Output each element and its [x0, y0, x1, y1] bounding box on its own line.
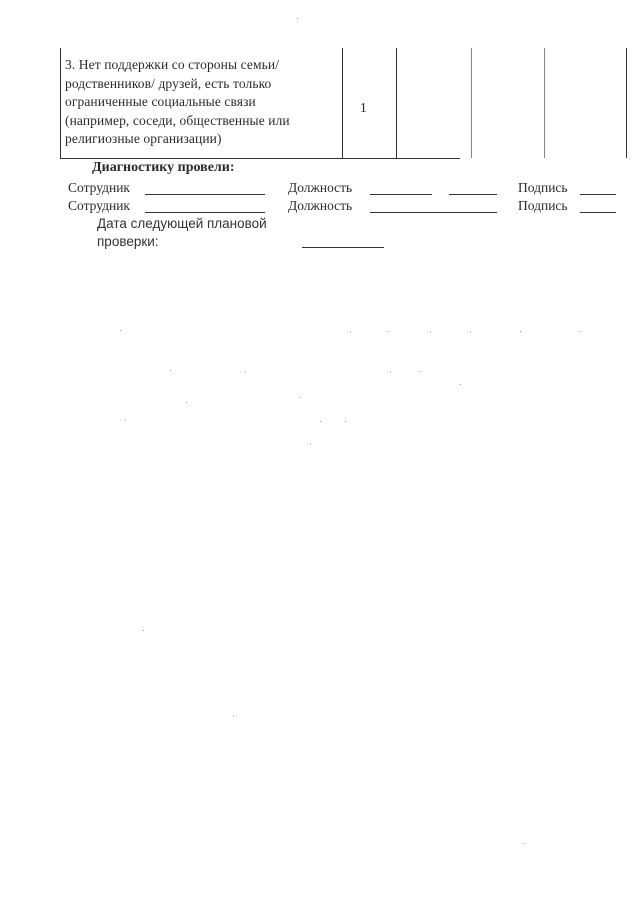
employee-blank[interactable]	[145, 194, 265, 195]
position-label: Должность	[288, 180, 353, 195]
table-row-description	[65, 56, 337, 149]
scan-speck	[580, 331, 581, 332]
scan-speck	[170, 370, 171, 371]
scan-speck	[300, 397, 301, 398]
signature-blank[interactable]	[580, 194, 616, 195]
position-label: Должность	[288, 198, 353, 213]
scan-speck	[186, 402, 187, 403]
scan-speck	[125, 420, 126, 421]
employee-blank[interactable]	[145, 212, 265, 213]
scan-speck	[297, 18, 298, 19]
scan-speck	[120, 330, 121, 331]
next-check-date-blank[interactable]	[302, 247, 384, 248]
table-divider-1	[342, 48, 343, 158]
position-blank[interactable]	[370, 212, 497, 213]
table-divider-3	[471, 48, 472, 158]
table-border-left	[60, 48, 61, 158]
scan-speck	[233, 715, 234, 716]
table-border-right	[626, 48, 627, 158]
scan-speck	[524, 843, 525, 844]
scan-speck	[245, 371, 246, 372]
description-line: родственников/ друзей, есть только	[65, 75, 272, 91]
position-blank[interactable]	[370, 194, 432, 195]
scan-speck	[320, 421, 321, 422]
scan-speck	[345, 421, 346, 422]
scan-speck	[310, 443, 311, 444]
table-divider-4	[544, 48, 545, 158]
scan-speck	[388, 331, 389, 332]
table-bottom-border	[60, 158, 460, 159]
employee-label: Сотрудник	[68, 198, 130, 213]
scan-speck	[143, 630, 144, 631]
next-check-line: проверки:	[97, 234, 159, 249]
scan-speck	[420, 371, 421, 372]
next-check-line: Дата следующей плановой	[97, 216, 267, 231]
signature-blank[interactable]	[580, 212, 616, 213]
scan-speck	[390, 371, 391, 372]
table-divider-2	[396, 48, 397, 158]
description-line: 3. Нет поддержки со стороны семьи/	[65, 57, 280, 72]
description-line: религиозные организации)	[65, 131, 222, 146]
signature-label: Подпись	[518, 198, 568, 213]
table-row-score: 1	[360, 100, 367, 115]
next-check-label	[97, 215, 267, 251]
employee-label: Сотрудник	[68, 180, 130, 195]
diagnostics-heading: Диагностику провели:	[92, 160, 235, 175]
scan-speck	[430, 331, 431, 332]
scan-speck	[520, 331, 521, 332]
description-line: (например, соседи, общественные или	[65, 112, 290, 128]
scan-speck	[470, 331, 471, 332]
description-line: ограниченные социальные связи	[65, 94, 256, 109]
signature-label: Подпись	[518, 180, 568, 195]
position-blank-2[interactable]	[449, 194, 497, 195]
scan-speck	[460, 384, 461, 385]
scan-speck	[350, 331, 351, 332]
assessment-table	[60, 48, 628, 158]
